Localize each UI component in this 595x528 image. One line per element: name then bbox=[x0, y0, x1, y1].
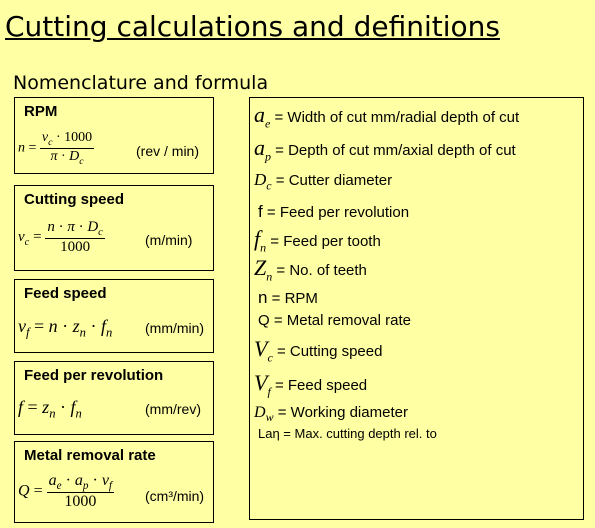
rpm-formula: n = $\frac{v_c \cdot 1000}{\pi \cdot D_c}$ bbox=[18, 130, 93, 167]
card-heading: Metal removal rate bbox=[24, 447, 156, 464]
fraction: $\frac{n \cdot \pi \cdot D_c}{1000}$ bbox=[47, 219, 103, 255]
definition-text: = Cutter diameter bbox=[275, 172, 393, 189]
definition-text: = No. of teeth bbox=[276, 262, 367, 279]
symbol: $Z_n$ bbox=[254, 255, 273, 284]
symbol: f bbox=[258, 202, 263, 221]
definition-dw bbox=[254, 404, 408, 425]
definition-vc bbox=[254, 336, 382, 365]
metal-removal-rate-formula: Q = $\frac{a_e \cdot a_p \cdot v_f}{1000}$ bbox=[18, 472, 113, 511]
definition-text: = Metal removal rate bbox=[273, 312, 411, 329]
definition-text: = Width of cut mm/radial depth of cut bbox=[274, 109, 520, 126]
section-subtitle: Nomenclature and formula bbox=[13, 72, 269, 94]
formula-lhs: n bbox=[18, 140, 25, 156]
card-unit: (mm/rev) bbox=[145, 401, 201, 417]
fraction: $\frac{v_c \cdot 1000}{\pi \cdot D_c}$ bbox=[41, 130, 93, 167]
definition-text: = Feed per tooth bbox=[270, 233, 381, 250]
definition-text: = Depth of cut mm/axial depth of cut bbox=[275, 142, 516, 159]
symbol: Q bbox=[258, 312, 270, 329]
formula-card-cutting-speed bbox=[14, 185, 214, 271]
definition-dc bbox=[254, 170, 392, 193]
card-unit: (m/min) bbox=[145, 232, 193, 248]
card-unit: (mm/min) bbox=[145, 320, 205, 336]
symbol: $V_c$ bbox=[254, 336, 273, 365]
symbol: $D_c$ bbox=[254, 170, 272, 193]
definition-ap bbox=[254, 135, 516, 164]
formula-card-feed-speed bbox=[14, 279, 214, 353]
definition-text: = Cutting speed bbox=[276, 343, 383, 360]
formula-card-feed-per-revolution bbox=[14, 361, 214, 435]
definition-text: = Working diameter bbox=[277, 404, 408, 421]
feed-speed-formula: $v_f = n \cdot z_n \cdot f_n$ bbox=[18, 316, 113, 340]
definition-fn bbox=[254, 226, 381, 255]
symbol: $f_n$ bbox=[254, 226, 267, 255]
symbol: $D_w$ bbox=[254, 404, 274, 425]
card-heading: Feed per revolution bbox=[24, 367, 164, 384]
footnote: Laη = Max. cutting depth rel. to bbox=[258, 426, 437, 441]
definition-text: = Feed speed bbox=[274, 377, 368, 394]
definition-n bbox=[258, 288, 318, 308]
definition-zn bbox=[254, 255, 367, 284]
card-heading: Cutting speed bbox=[24, 191, 124, 208]
fraction: $\frac{a_e \cdot a_p \cdot v_f}{1000}$ bbox=[48, 472, 113, 511]
formula-card-metal-removal-rate bbox=[14, 441, 214, 523]
definition-ae bbox=[254, 102, 519, 131]
formula-card-rpm bbox=[14, 97, 214, 174]
definition-text: = RPM bbox=[271, 290, 318, 307]
definitions-panel bbox=[249, 97, 584, 520]
definition-text: = Feed per revolution bbox=[266, 204, 410, 221]
feed-per-revolution-formula: $f = z_n \cdot f_n$ bbox=[18, 397, 82, 421]
symbol: n bbox=[258, 288, 268, 307]
card-unit: (cm³/min) bbox=[145, 488, 205, 504]
card-unit: (rev / min) bbox=[136, 143, 199, 159]
card-heading: RPM bbox=[24, 103, 58, 120]
definition-f bbox=[258, 202, 409, 222]
symbol: $a_p$ bbox=[254, 135, 271, 164]
cutting-speed-formula: $v_c$ = $\frac{n \cdot \pi \cdot D_c}{1000}$ bbox=[18, 219, 103, 255]
symbol: $V_f$ bbox=[254, 370, 271, 399]
symbol: $a_e$ bbox=[254, 102, 271, 131]
page-title: Cutting calculations and definitions bbox=[5, 10, 500, 43]
definition-q bbox=[258, 312, 411, 329]
definition-vf bbox=[254, 370, 367, 399]
card-heading: Feed speed bbox=[24, 285, 107, 302]
